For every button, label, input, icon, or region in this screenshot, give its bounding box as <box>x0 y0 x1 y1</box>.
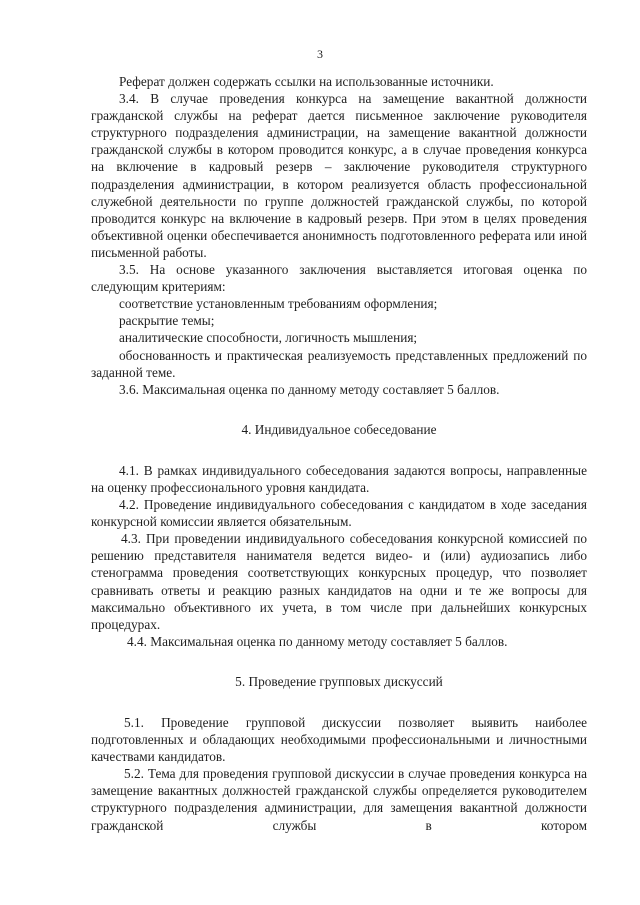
paragraph-3-4: 3.4. В случае проведения конкурса на замещение вакантной должности гражданской службы на реферат дается письменное заключение руководителя структурного подразделения администрации, на замещение вакантной должности гражданской службы в котором проводится конкурс, а в случае проведения конкурса на включение в кадровый резерв – заключение руководителя структурного подразделения администрации, в котором реализуется область профессиональной служебной деятельности по группе должностей гражданской службы, по которой проводится конкурс на включение в кадровый резерв. При этом в целях проведения объективной оценки обеспечивается анонимность подготовленного реферата или иной письменной работы. <box>91 91 587 260</box>
paragraph-3-5: 3.5. На основе указанного заключения выставляется итоговая оценка по следующим критериям: <box>91 262 587 295</box>
document-body <box>91 73 587 834</box>
page-number: 3 <box>317 47 323 61</box>
section-5-heading: 5. Проведение групповых дискуссий <box>235 673 443 689</box>
paragraph-4-1: 4.1. В рамках индивидуального собеседования задаются вопросы, направленные на оценку профессионального уровня кандидата. <box>91 462 587 495</box>
paragraph-4-4: 4.4. Максимальная оценка по данному методу составляет 5 баллов. <box>127 633 508 649</box>
criterion-item: соответствие установленным требованиям оформления; <box>119 296 438 312</box>
criterion-item: аналитические способности, логичность мышления; <box>119 330 418 346</box>
paragraph-5-2: 5.2. Тема для проведения групповой дискуссии в случае проведения конкурса на замещение вакантных должностей гражданской службы определяется руководителем структурного подразделения администрации, для замещения вакантной должности гражданской службы в котором <box>91 766 587 833</box>
paragraph-4-3: 4.3. При проведении индивидуального собеседования конкурсной комиссией по решению представителя нанимателя ведется видео- и (или) аудиозапись либо стенограмма проведения соответствующих конкурсных процедур, что позволяет сравнивать ответы и реакцию разных кандидатов на одни и те же вопросы для максимально объективного их учета, в том числе при дальнейших конкурсных процедурах. <box>91 531 587 632</box>
paragraph-3-6: 3.6. Максимальная оценка по данному методу составляет 5 баллов. <box>119 381 500 397</box>
section-4-heading: 4. Индивидуальное собеседование <box>241 421 437 437</box>
paragraph-references: Реферат должен содержать ссылки на использованные источники. <box>119 74 494 89</box>
paragraph-5-1: 5.1. Проведение групповой дискуссии позволяет выявить наиболее подготовленных и обладающих необходимыми профессиональными и личностными качествами кандидатов. <box>91 715 587 765</box>
paragraph-4-2: 4.2. Проведение индивидуального собеседования с кандидатом в ходе заседания конкурсной комиссии является обязательным. <box>91 497 587 530</box>
criterion-item: раскрытие темы; <box>119 313 215 329</box>
criterion-item: обоснованность и практическая реализуемость представленных предложений по заданной теме. <box>91 347 587 380</box>
